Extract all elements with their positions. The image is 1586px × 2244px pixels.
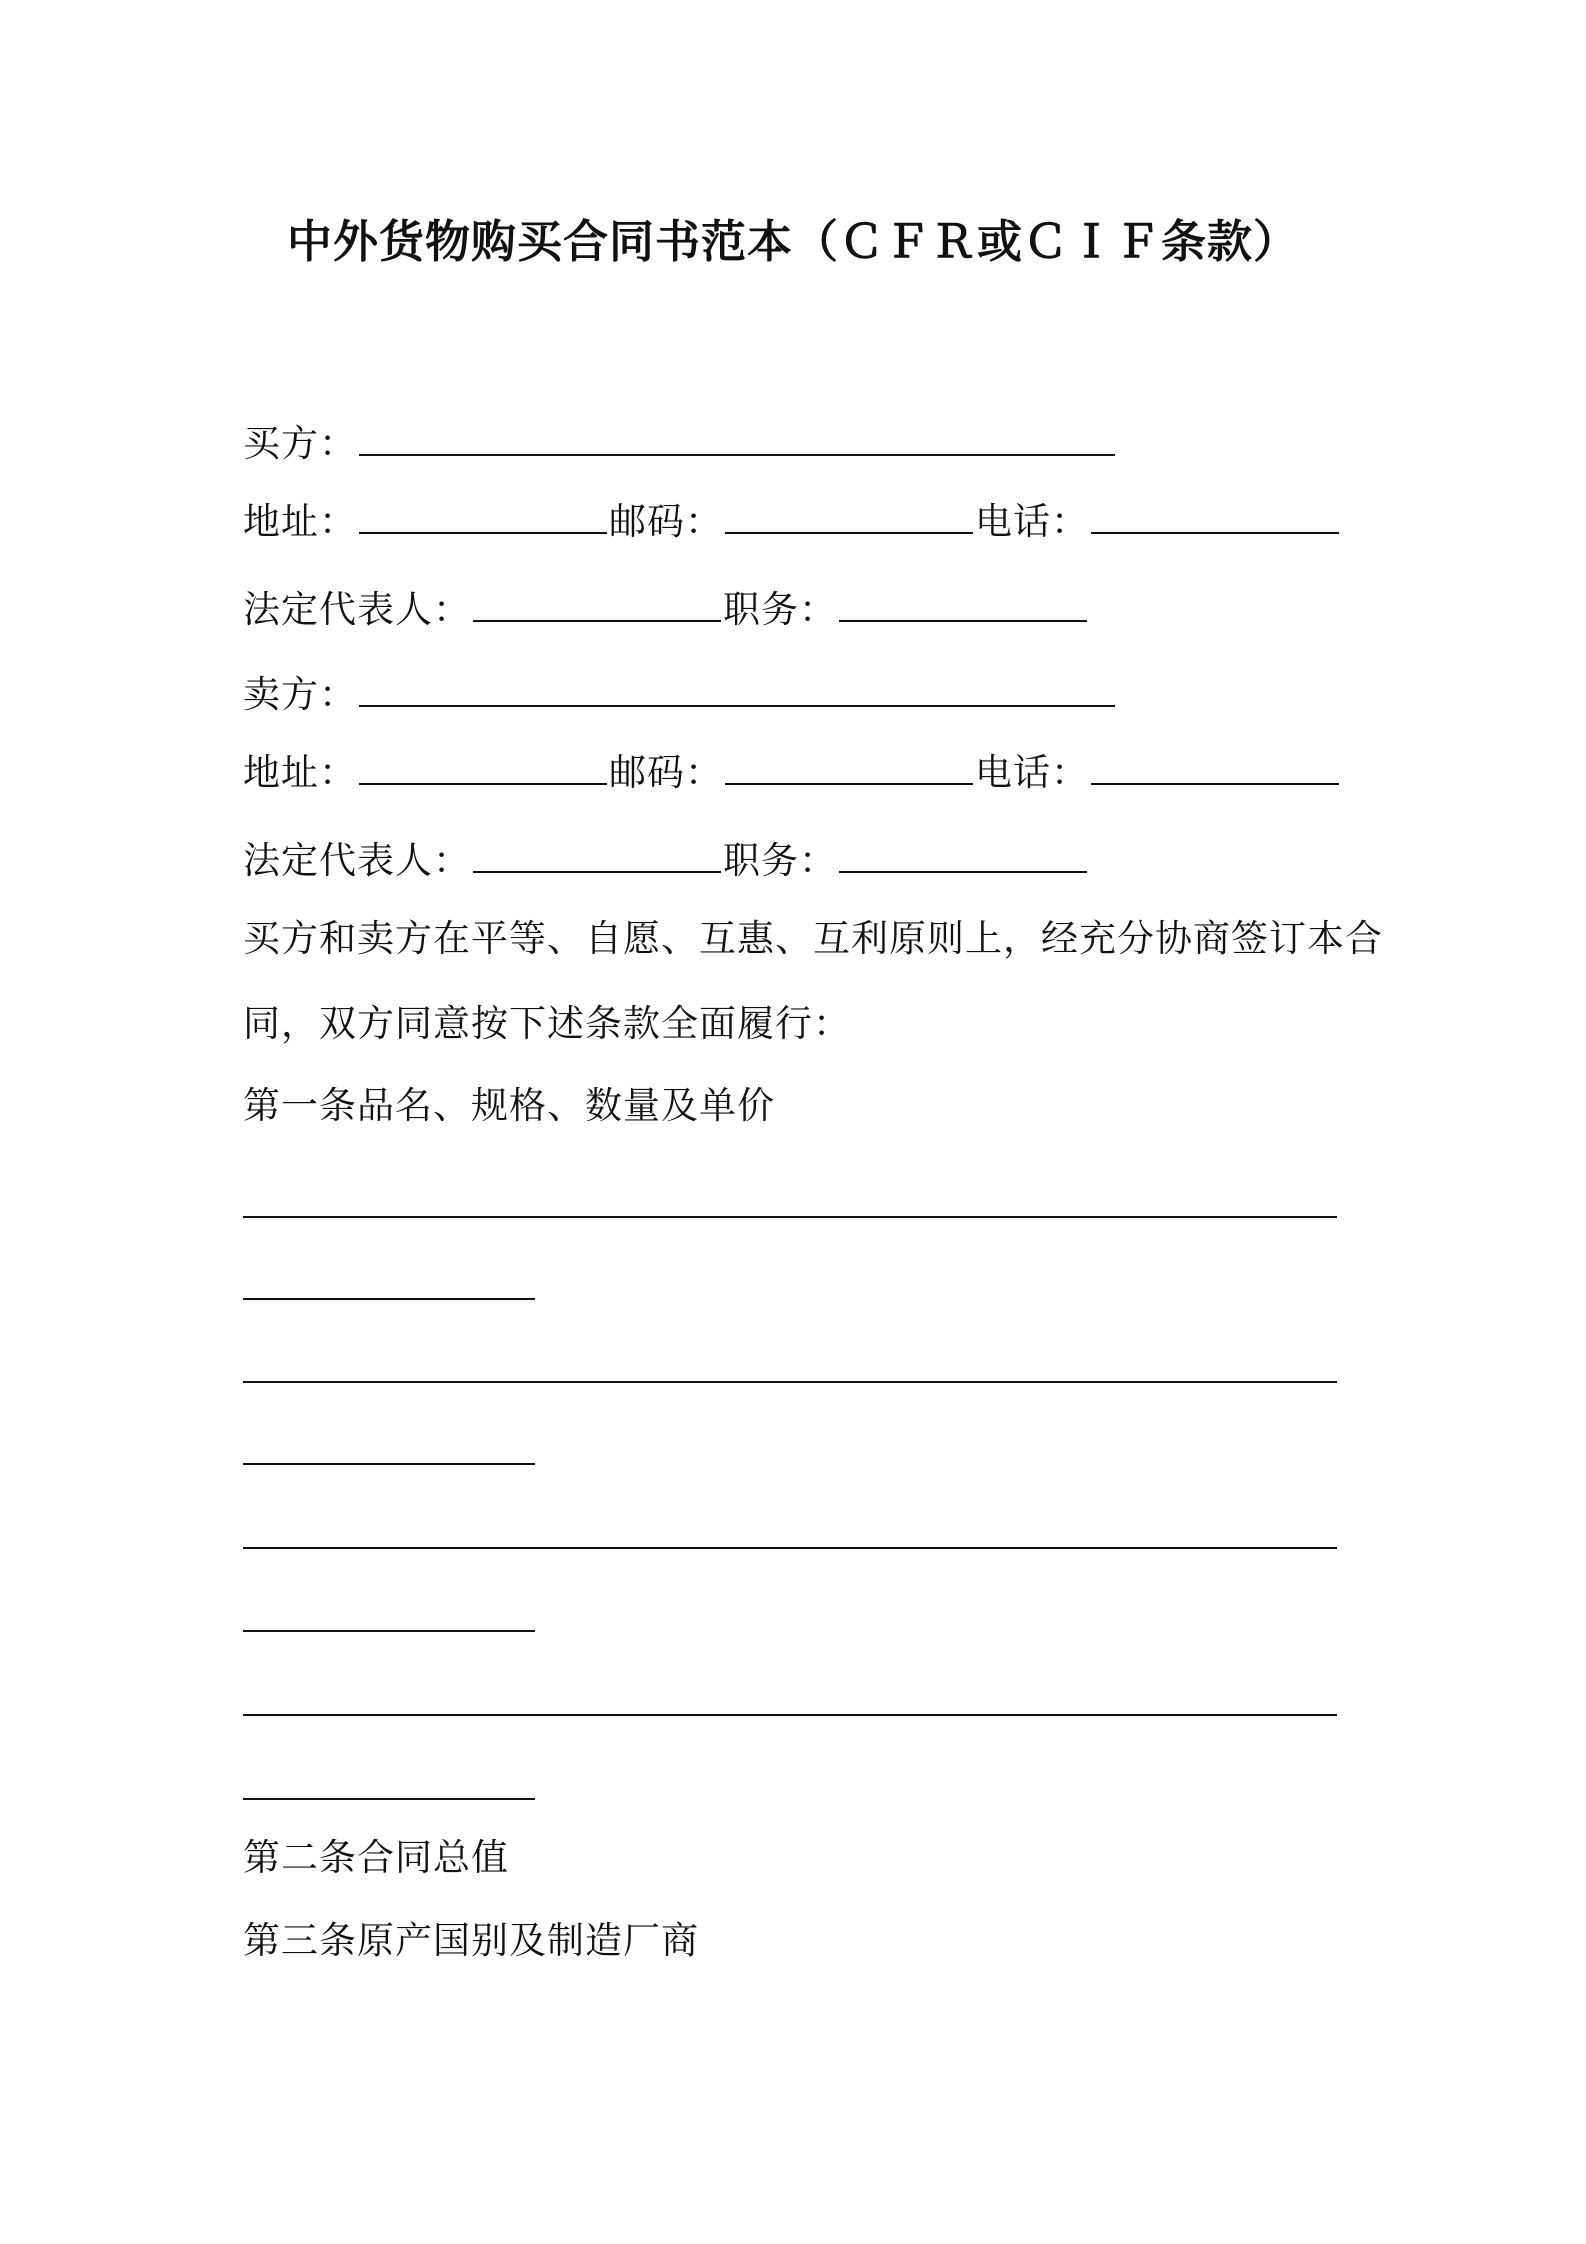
buyer-legal-rep-label: 法定代表人：: [243, 588, 471, 631]
buyer-phone-label: 电话：: [975, 500, 1089, 543]
fill-line[interactable]: [243, 1547, 1337, 1549]
buyer-position-label: 职务：: [723, 588, 837, 631]
seller-line: [243, 669, 1117, 719]
seller-name-blank[interactable]: [359, 669, 1115, 707]
preamble-line-1: 买方和卖方在平等、自愿、互惠、互利原则上，经充分协商签订本合: [243, 917, 1383, 960]
buyer-postcode-blank[interactable]: [725, 496, 973, 534]
seller-label: 卖方：: [243, 673, 357, 716]
buyer-legal-rep-blank[interactable]: [473, 584, 721, 622]
fill-line[interactable]: [243, 1216, 1337, 1218]
fill-line[interactable]: [243, 1630, 535, 1632]
seller-legal-rep-blank[interactable]: [473, 835, 721, 873]
buyer-position-blank[interactable]: [839, 584, 1087, 622]
seller-phone-blank[interactable]: [1091, 747, 1339, 785]
buyer-postcode-label: 邮码：: [609, 500, 723, 543]
seller-rep-line: [243, 835, 1089, 885]
seller-postcode-label: 邮码：: [609, 751, 723, 794]
seller-position-label: 职务：: [723, 839, 837, 882]
buyer-contact-line: [243, 496, 1341, 546]
fill-line[interactable]: [243, 1463, 535, 1465]
buyer-line: [243, 418, 1117, 468]
buyer-address-blank[interactable]: [359, 496, 607, 534]
buyer-phone-blank[interactable]: [1091, 496, 1339, 534]
buyer-label: 买方：: [243, 422, 357, 465]
buyer-rep-line: [243, 584, 1089, 634]
preamble-line-2: 同，双方同意按下述条款全面履行：: [243, 1002, 851, 1045]
seller-position-blank[interactable]: [839, 835, 1087, 873]
seller-contact-line: [243, 747, 1341, 797]
fill-line[interactable]: [243, 1798, 535, 1800]
seller-postcode-blank[interactable]: [725, 747, 973, 785]
article-3-heading: 第三条原产国别及制造厂商: [243, 1919, 699, 1962]
seller-phone-label: 电话：: [975, 751, 1089, 794]
document-title: 中外货物购买合同书范本（ＣＦＲ或ＣＩＦ条款）: [286, 215, 1299, 268]
seller-legal-rep-label: 法定代表人：: [243, 839, 471, 882]
buyer-name-blank[interactable]: [359, 418, 1115, 456]
article-2-heading: 第二条合同总值: [243, 1836, 509, 1879]
article-1-heading: 第一条品名、规格、数量及单价: [243, 1084, 775, 1127]
seller-address-blank[interactable]: [359, 747, 607, 785]
fill-line[interactable]: [243, 1298, 535, 1300]
fill-line[interactable]: [243, 1381, 1337, 1383]
fill-line[interactable]: [243, 1714, 1337, 1716]
buyer-address-label: 地址：: [243, 500, 357, 543]
seller-address-label: 地址：: [243, 751, 357, 794]
